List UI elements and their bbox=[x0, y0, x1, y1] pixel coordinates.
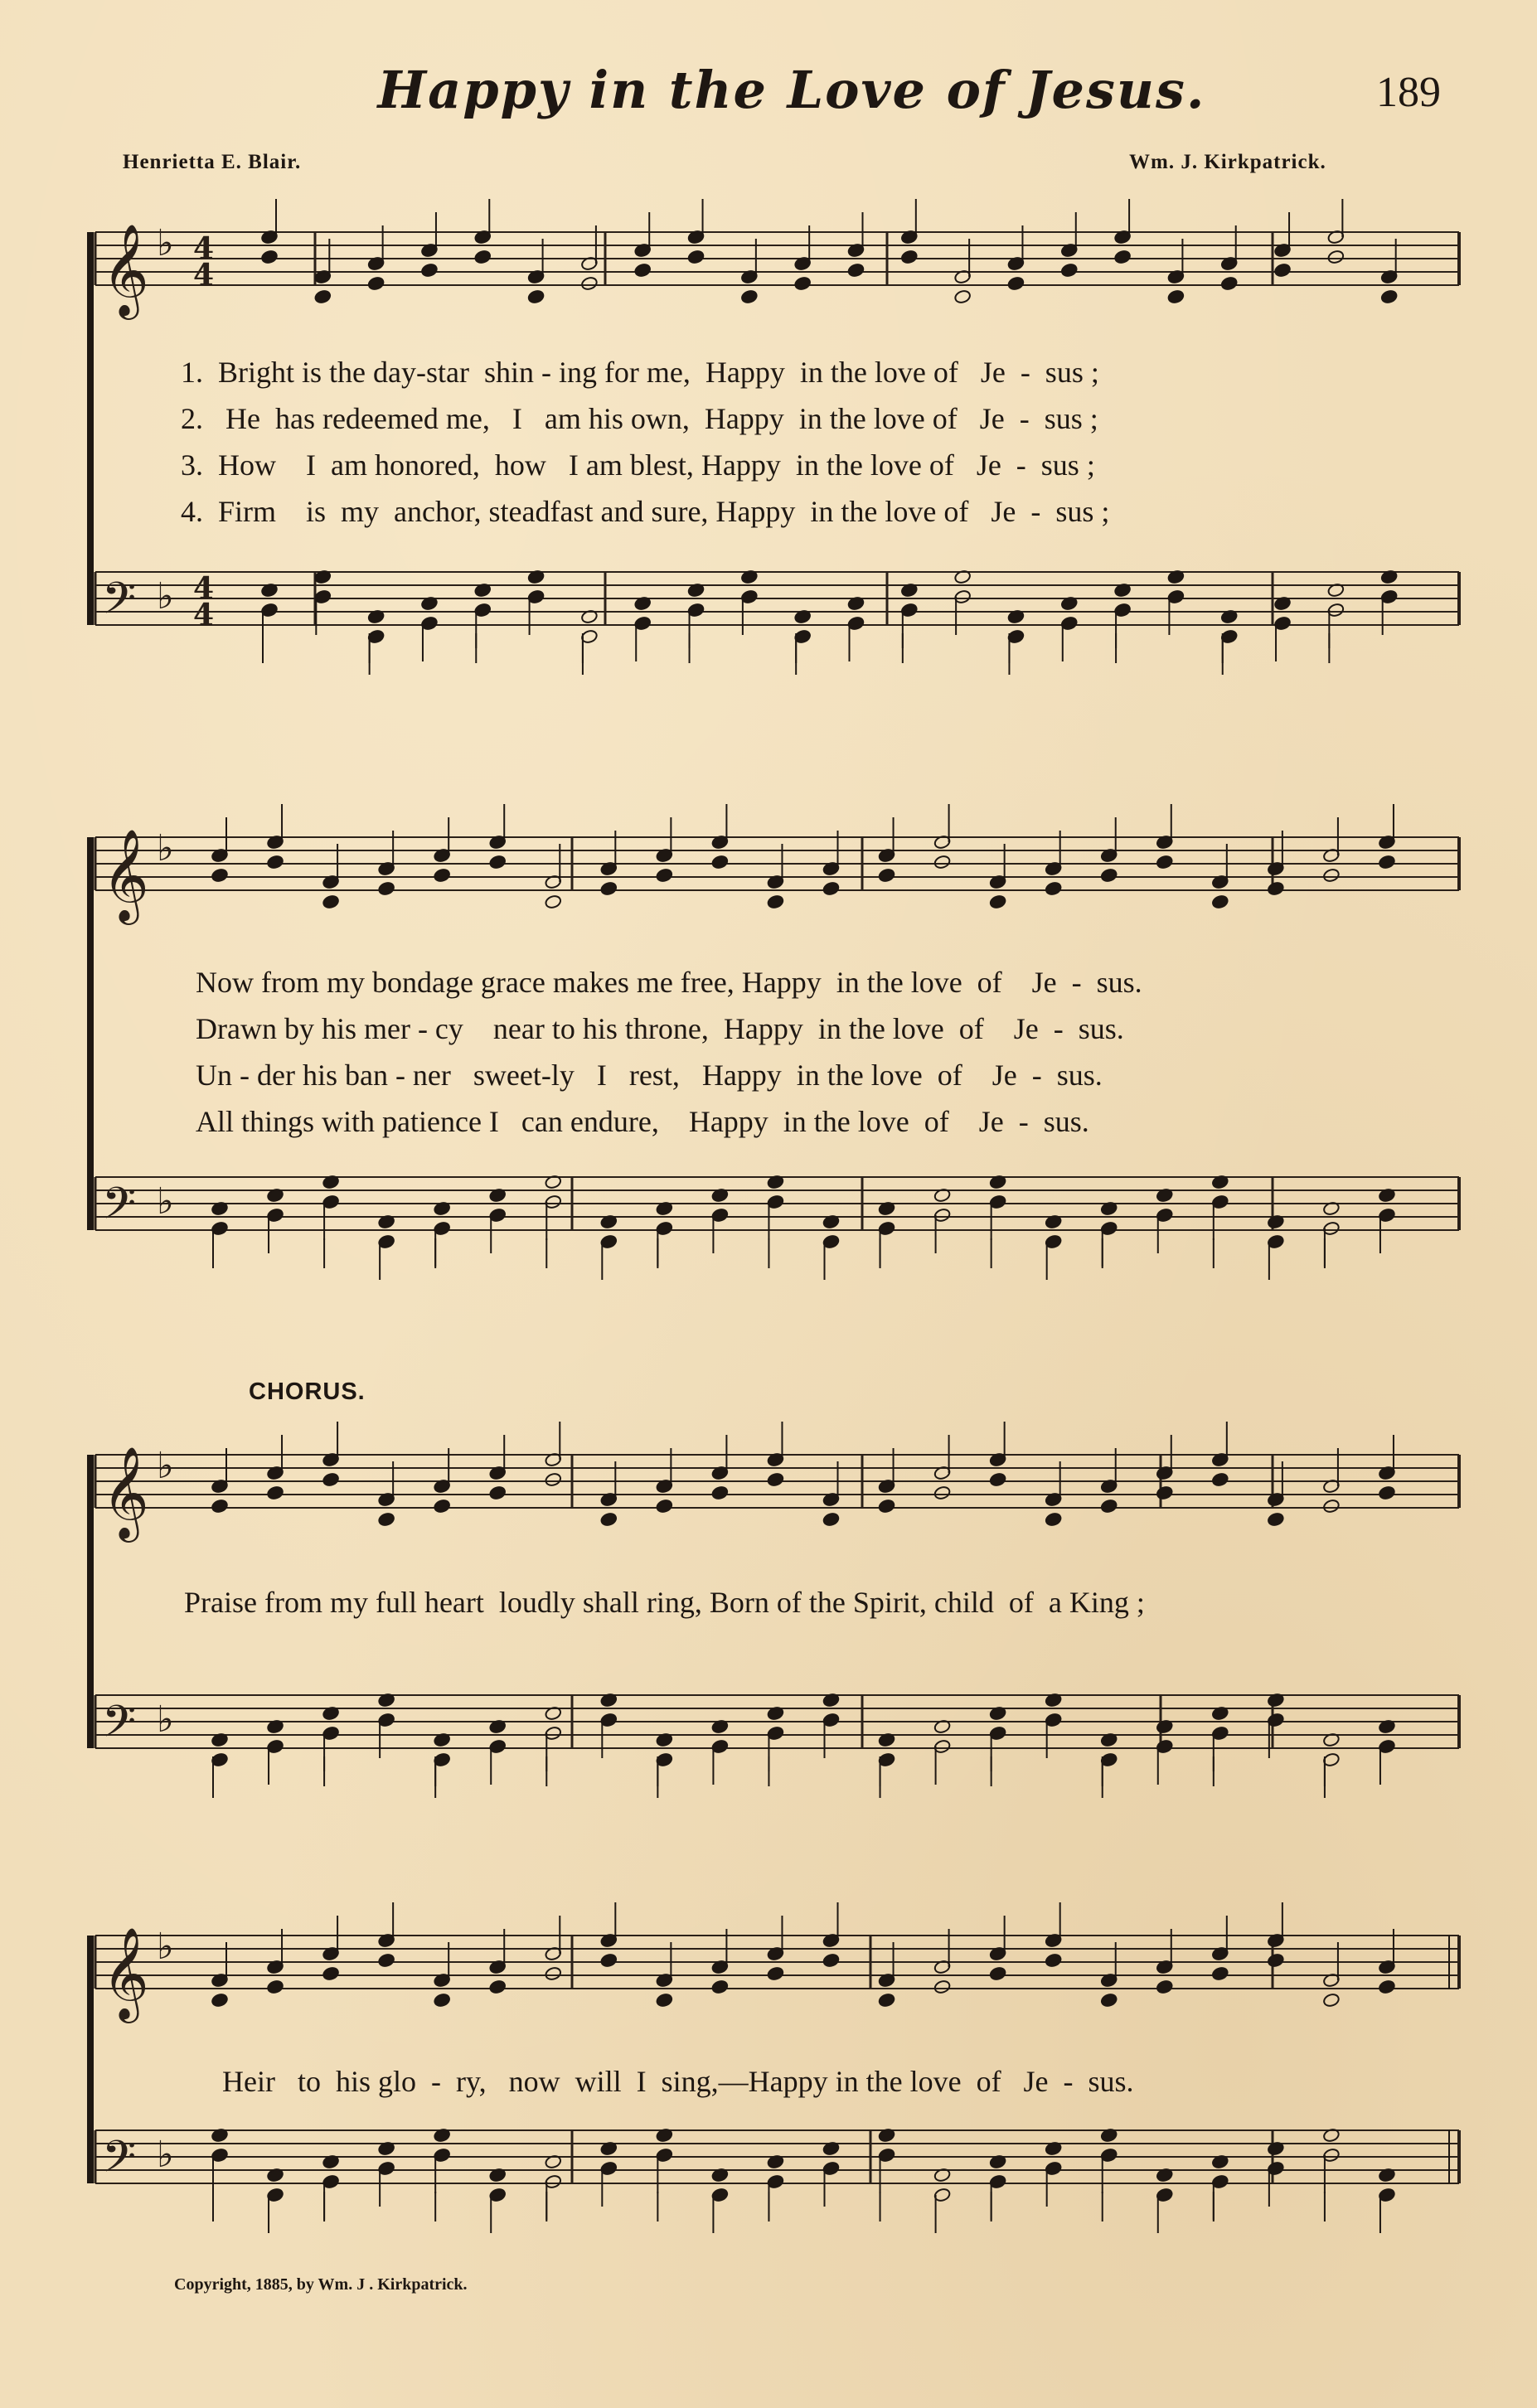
copyright-notice: Copyright, 1885, by Wm. J . Kirkpatrick. bbox=[174, 2275, 468, 2294]
note-head-icon bbox=[322, 894, 339, 909]
note-head-icon bbox=[322, 1472, 339, 1487]
note-head-icon bbox=[1007, 276, 1025, 291]
note-head-icon bbox=[1100, 1993, 1118, 2008]
verse-line-3a: 3. How I am honored, how I am blest, Happy in the love of Je - sus ; bbox=[181, 448, 1095, 482]
note-head-icon bbox=[580, 276, 598, 291]
note-head-icon bbox=[711, 855, 729, 870]
note-head-icon bbox=[322, 1966, 339, 1981]
note-head-icon bbox=[545, 1966, 562, 1981]
note-head-icon bbox=[1267, 1953, 1284, 1968]
note-head-icon bbox=[1327, 250, 1345, 264]
note-head-icon bbox=[367, 276, 385, 291]
note-head-icon bbox=[527, 289, 545, 304]
verse-line-3b: Un - der his ban - ner sweet-ly I rest, Happy in the love of Je - sus. bbox=[196, 1059, 1103, 1092]
note-head-icon bbox=[1156, 1485, 1173, 1500]
key-signature-flat-icon: ♭ bbox=[157, 575, 174, 618]
note-head-icon bbox=[1211, 1966, 1229, 1981]
note-head-icon bbox=[266, 855, 284, 870]
lyricist-credit: Henrietta E. Blair. bbox=[123, 151, 302, 173]
note-head-icon bbox=[1045, 1512, 1062, 1527]
bass-clef-icon: 𝄢 bbox=[102, 574, 137, 635]
note-head-icon bbox=[989, 1472, 1006, 1487]
note-head-icon bbox=[545, 894, 562, 909]
note-head-icon bbox=[656, 1499, 673, 1514]
note-head-icon bbox=[260, 250, 278, 264]
note-head-icon bbox=[211, 1993, 228, 2008]
note-head-icon bbox=[1045, 1953, 1062, 1968]
note-head-icon bbox=[266, 1979, 284, 1994]
note-head-icon bbox=[767, 1966, 784, 1981]
note-head-icon bbox=[1267, 1512, 1284, 1527]
note-head-icon bbox=[822, 1512, 840, 1527]
key-signature-flat-icon: ♭ bbox=[157, 1180, 174, 1223]
chorus-line-1: Praise from my full heart loudly shall ring, Born of the Spirit, child of a King ; bbox=[184, 1586, 1145, 1619]
note-head-icon bbox=[1378, 1979, 1395, 1994]
note-head-icon bbox=[1100, 1499, 1118, 1514]
note-head-icon bbox=[878, 1993, 895, 2008]
note-head-icon bbox=[489, 855, 507, 870]
note-head-icon bbox=[878, 868, 895, 883]
chorus-line-2: Heir to his glo - ry, now will I sing,—Happy in the love of Je - sus. bbox=[222, 2065, 1134, 2098]
note-head-icon bbox=[1060, 263, 1078, 278]
note-head-icon bbox=[740, 289, 758, 304]
note-head-icon bbox=[1380, 289, 1398, 304]
note-head-icon bbox=[847, 263, 865, 278]
key-signature-flat-icon: ♭ bbox=[157, 827, 174, 870]
treble-clef-icon: 𝄞 bbox=[102, 828, 149, 921]
bass-clef-icon: 𝄢 bbox=[102, 2132, 137, 2193]
key-signature-flat-icon: ♭ bbox=[157, 2134, 174, 2176]
chorus-label: CHORUS. bbox=[249, 1378, 366, 1405]
note-head-icon bbox=[1322, 1993, 1340, 2008]
note-head-icon bbox=[377, 881, 395, 896]
note-head-icon bbox=[1156, 1979, 1173, 1994]
note-head-icon bbox=[1378, 1485, 1395, 1500]
verse-line-1b: Now from my bondage grace makes me free, Happy in the love of Je - sus. bbox=[196, 966, 1142, 999]
verse-line-4a: 4. Firm is my anchor, steadfast and sure, Happy in the love of Je - sus ; bbox=[181, 495, 1110, 528]
note-head-icon bbox=[1211, 894, 1229, 909]
note-head-icon bbox=[767, 894, 784, 909]
bass-clef-icon: 𝄢 bbox=[102, 1179, 137, 1240]
note-head-icon bbox=[1156, 855, 1173, 870]
note-head-icon bbox=[1267, 881, 1284, 896]
note-head-icon bbox=[600, 1953, 618, 1968]
note-head-icon bbox=[953, 289, 971, 304]
note-head-icon bbox=[1273, 263, 1291, 278]
note-head-icon bbox=[314, 289, 332, 304]
note-head-icon bbox=[377, 1512, 395, 1527]
verse-line-2b: Drawn by his mer - cy near to his throne, Happy in the love of Je - sus. bbox=[196, 1012, 1124, 1045]
treble-clef-icon: 𝄞 bbox=[102, 1446, 149, 1538]
verse-line-1a: 1. Bright is the day-star shin - ing for me, Happy in the love of Je - sus ; bbox=[181, 356, 1099, 389]
note-head-icon bbox=[656, 1993, 673, 2008]
key-signature-flat-icon: ♭ bbox=[157, 1698, 174, 1741]
note-head-icon bbox=[489, 1979, 507, 1994]
verse-line-4b: All things with patience I can endure, Happy in the love of Je - sus. bbox=[196, 1105, 1089, 1138]
note-head-icon bbox=[211, 1499, 228, 1514]
note-head-icon bbox=[711, 1979, 729, 1994]
composer-credit: Wm. J. Kirkpatrick. bbox=[1129, 151, 1326, 173]
time-signature-icon: 4 bbox=[193, 258, 215, 293]
note-head-icon bbox=[687, 250, 705, 264]
note-head-icon bbox=[1220, 276, 1238, 291]
note-head-icon bbox=[989, 1966, 1006, 1981]
key-signature-flat-icon: ♭ bbox=[157, 222, 174, 264]
key-signature-flat-icon: ♭ bbox=[157, 1926, 174, 1968]
note-head-icon bbox=[1100, 868, 1118, 883]
note-head-icon bbox=[1167, 289, 1185, 304]
note-head-icon bbox=[545, 1472, 562, 1487]
time-signature-icon: 4 bbox=[193, 598, 215, 632]
note-head-icon bbox=[900, 250, 918, 264]
note-head-icon bbox=[711, 1485, 729, 1500]
note-head-icon bbox=[1322, 868, 1340, 883]
treble-clef-icon: 𝄞 bbox=[102, 1926, 149, 2019]
note-head-icon bbox=[822, 881, 840, 896]
note-head-icon bbox=[1378, 855, 1395, 870]
note-head-icon bbox=[600, 1512, 618, 1527]
note-head-icon bbox=[794, 276, 812, 291]
note-head-icon bbox=[1045, 881, 1062, 896]
note-head-icon bbox=[474, 250, 492, 264]
note-head-icon bbox=[933, 1979, 951, 1994]
note-head-icon bbox=[211, 868, 228, 883]
note-head-icon bbox=[600, 881, 618, 896]
bass-clef-icon: 𝄢 bbox=[102, 1697, 137, 1758]
time-signature-icon: 4 bbox=[193, 231, 215, 266]
note-head-icon bbox=[989, 894, 1006, 909]
note-head-icon bbox=[434, 1499, 451, 1514]
note-head-icon bbox=[878, 1499, 895, 1514]
treble-clef-icon: 𝄞 bbox=[102, 223, 149, 316]
note-head-icon bbox=[1211, 1472, 1229, 1487]
note-head-icon bbox=[434, 1993, 451, 2008]
verse-line-2a: 2. He has redeemed me, I am his own, Happy in the love of Je - sus ; bbox=[181, 402, 1098, 435]
hymn-title: Happy in the Love of Jesus. bbox=[377, 60, 1206, 120]
page-number: 189 bbox=[1376, 69, 1441, 116]
note-head-icon bbox=[656, 868, 673, 883]
note-head-icon bbox=[1113, 250, 1131, 264]
note-head-icon bbox=[266, 1485, 284, 1500]
time-signature-icon: 4 bbox=[193, 571, 215, 606]
note-head-icon bbox=[377, 1953, 395, 1968]
note-head-icon bbox=[420, 263, 438, 278]
note-head-icon bbox=[822, 1953, 840, 1968]
key-signature-flat-icon: ♭ bbox=[157, 1445, 174, 1487]
note-head-icon bbox=[933, 855, 951, 870]
note-head-icon bbox=[933, 1485, 951, 1500]
note-head-icon bbox=[1322, 1499, 1340, 1514]
note-head-icon bbox=[489, 1485, 507, 1500]
note-head-icon bbox=[434, 868, 451, 883]
note-head-icon bbox=[767, 1472, 784, 1487]
note-head-icon bbox=[634, 263, 652, 278]
